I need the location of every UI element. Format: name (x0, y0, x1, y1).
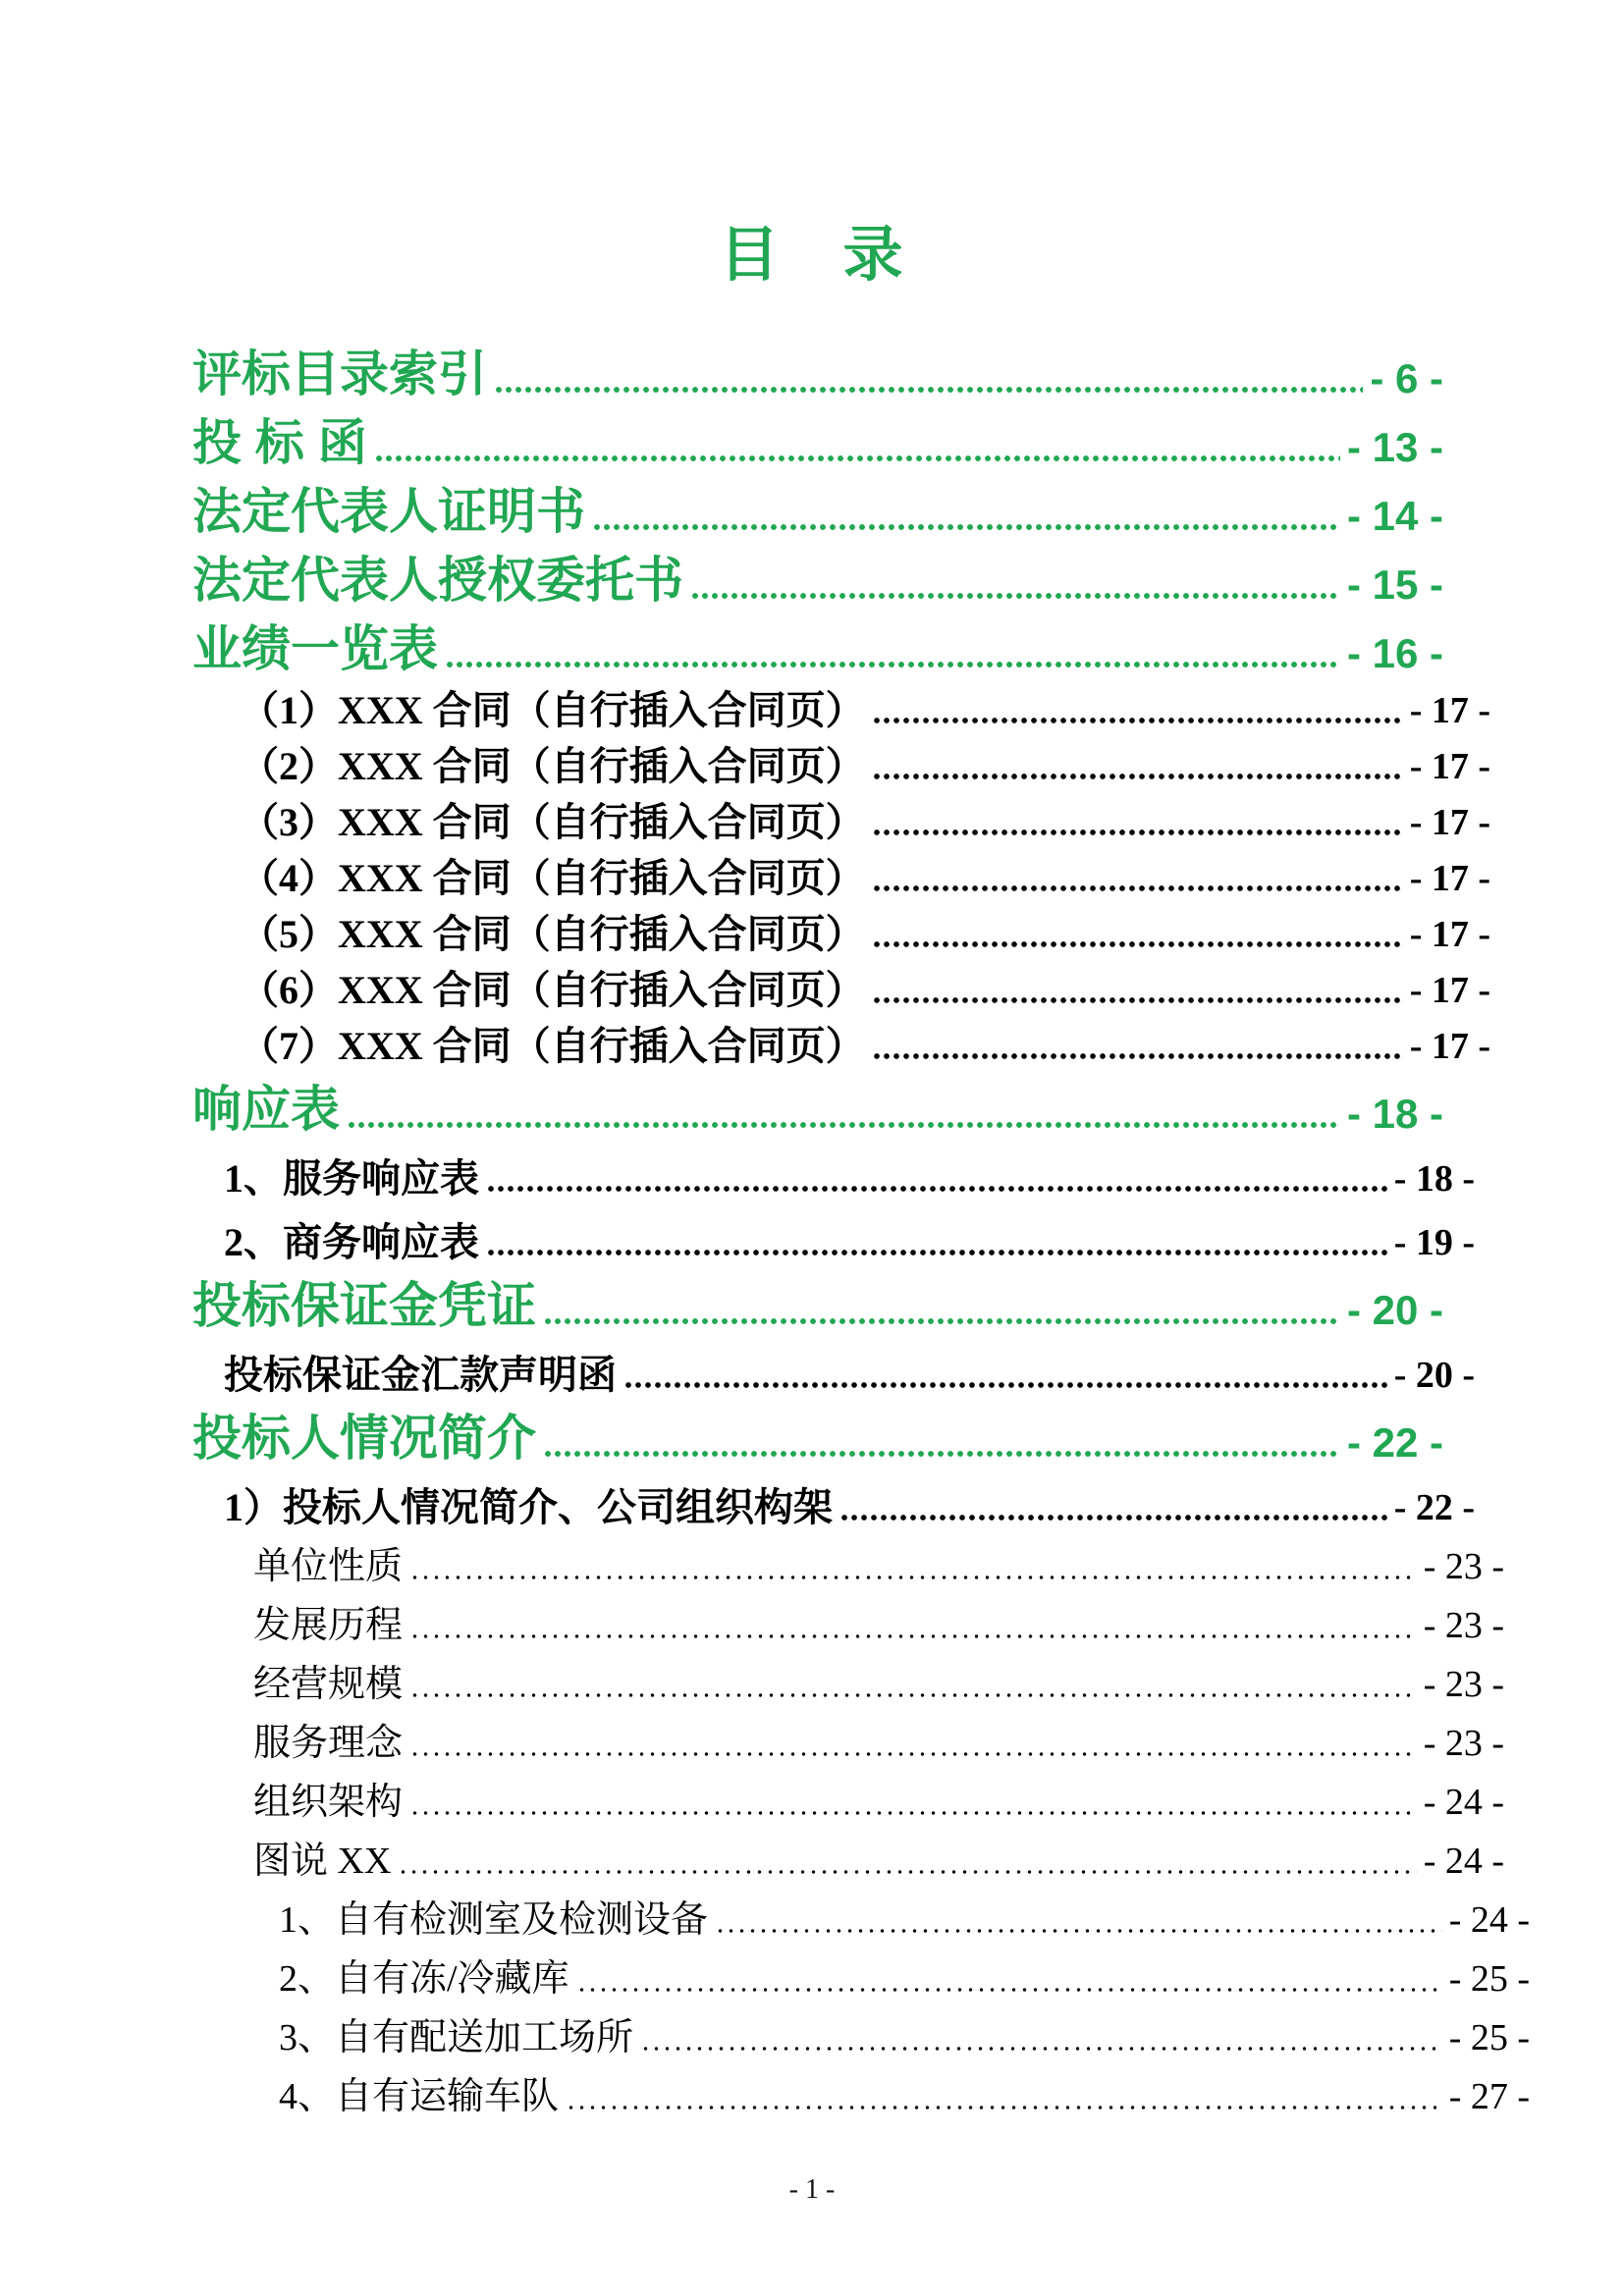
toc-entry-label: 1）投标人情况简介、公司组织构架 (224, 1484, 833, 1529)
toc-entry-label: （5）XXX 合同（自行插入合同页） (240, 911, 865, 956)
dot-leader (409, 1574, 1417, 1581)
toc-entry[interactable] (279, 1941, 1530, 2000)
dot-leader (623, 1380, 1387, 1390)
toc-entry-label: 服务理念 (253, 1722, 404, 1764)
toc-entry[interactable] (240, 843, 1490, 899)
dot-leader (409, 1691, 1417, 1699)
toc-entry[interactable] (192, 538, 1443, 607)
toc-entry[interactable] (253, 1587, 1504, 1646)
dot-leader (409, 1809, 1417, 1817)
toc-entry-label: 法定代表人授权委托书 (192, 553, 683, 608)
toc-entry-page: - 13 - (1346, 423, 1443, 470)
toc-entry[interactable] (240, 955, 1490, 1011)
dot-leader (872, 716, 1403, 725)
toc-entry-label: 1、自有检测室及检测设备 (279, 1898, 709, 1941)
toc-entry-label: 经营规模 (253, 1663, 404, 1705)
table-of-contents (192, 332, 1530, 2117)
toc-entry-label: （1）XXX 合同（自行插入合同页） (240, 687, 865, 732)
toc-entry-label: （6）XXX 合同（自行插入合同页） (240, 967, 865, 1012)
toc-entry[interactable] (253, 1705, 1504, 1764)
toc-entry-page: - 17 - (1409, 913, 1490, 955)
dot-leader (486, 1184, 1387, 1194)
toc-entry-label: （2）XXX 合同（自行插入合同页） (240, 743, 865, 788)
toc-entry-page: - 15 - (1346, 561, 1443, 608)
toc-entry-label: （4）XXX 合同（自行插入合同页） (240, 855, 865, 900)
toc-entry-label: 投标保证金凭证 (192, 1278, 536, 1333)
toc-entry[interactable] (253, 1764, 1504, 1823)
toc-entry-page: - 22 - (1393, 1486, 1475, 1528)
page-footer-number: - 1 - (788, 2174, 836, 2205)
toc-entry[interactable] (192, 400, 1443, 469)
toc-entry-label: 投 标 函 (192, 415, 367, 470)
toc-entry[interactable] (279, 2058, 1530, 2117)
toc-entry[interactable] (192, 332, 1443, 400)
dot-leader (640, 2045, 1442, 2053)
toc-entry-page: - 23 - (1423, 1663, 1504, 1705)
dot-leader (543, 1316, 1340, 1326)
toc-entry-label: 单位性质 (253, 1545, 404, 1587)
toc-entry-label: 图说 XX (253, 1840, 392, 1882)
toc-entry-label: 组织架构 (253, 1781, 404, 1823)
toc-entry[interactable] (253, 1646, 1504, 1705)
toc-entry-label: 投标保证金汇款声明函 (224, 1352, 617, 1397)
toc-entry-page: - 17 - (1409, 1025, 1490, 1067)
dot-leader (486, 1248, 1387, 1257)
dot-leader (872, 772, 1403, 781)
dot-leader (715, 1927, 1442, 1935)
toc-entry-label: 业绩一览表 (192, 621, 438, 676)
toc-entry-page: - 25 - (1448, 2016, 1530, 2058)
toc-entry[interactable] (253, 1528, 1504, 1587)
dot-leader (872, 1051, 1403, 1061)
dot-leader (398, 1868, 1416, 1876)
dot-leader (409, 1750, 1417, 1758)
toc-entry-page: - 17 - (1409, 689, 1490, 731)
dot-leader (576, 1986, 1442, 1994)
dot-leader (839, 1513, 1387, 1522)
toc-entry[interactable] (224, 1465, 1475, 1528)
dot-leader (592, 522, 1340, 532)
toc-entry[interactable] (240, 899, 1490, 955)
toc-entry-page: - 17 - (1409, 969, 1490, 1011)
dot-leader (494, 385, 1363, 395)
dot-leader (543, 1449, 1340, 1459)
toc-entry[interactable] (192, 1067, 1443, 1136)
toc-entry-label: 2、自有冻/冷藏库 (279, 1957, 569, 2000)
toc-entry[interactable] (240, 731, 1490, 787)
toc-entry[interactable] (192, 1263, 1443, 1332)
toc-entry-page: - 23 - (1423, 1604, 1504, 1646)
toc-entry[interactable] (224, 1200, 1475, 1263)
dot-leader (872, 995, 1403, 1005)
dot-leader (445, 660, 1340, 669)
toc-entry[interactable] (279, 2000, 1530, 2058)
toc-entry-page: - 16 - (1346, 629, 1443, 676)
toc-entry-label: 4、自有运输车队 (279, 2075, 560, 2117)
toc-entry[interactable] (240, 787, 1490, 843)
document-title: 目 录 (719, 221, 905, 288)
toc-entry[interactable] (279, 1882, 1530, 1941)
toc-entry-page: - 17 - (1409, 857, 1490, 899)
toc-entry-label: 评标目录索引 (192, 347, 487, 401)
toc-entry-label: （7）XXX 合同（自行插入合同页） (240, 1023, 865, 1068)
toc-entry-label: （3）XXX 合同（自行插入合同页） (240, 799, 865, 844)
toc-entry-label: 投标人情况简介 (192, 1411, 536, 1466)
toc-entry-label: 响应表 (192, 1082, 340, 1137)
dot-leader (872, 883, 1403, 893)
toc-entry-page: - 24 - (1448, 1898, 1530, 1941)
dot-leader (347, 1120, 1340, 1130)
dot-leader (872, 828, 1403, 837)
toc-entry[interactable] (240, 1011, 1490, 1067)
toc-entry-page: - 24 - (1423, 1781, 1504, 1823)
toc-entry-label: 3、自有配送加工场所 (279, 2016, 634, 2058)
dot-leader (690, 591, 1340, 601)
toc-entry-page: - 17 - (1409, 801, 1490, 843)
toc-entry-label: 法定代表人证明书 (192, 484, 585, 539)
toc-entry-page: - 25 - (1448, 1957, 1530, 2000)
dot-leader (409, 1632, 1417, 1640)
toc-entry-page: - 23 - (1423, 1722, 1504, 1764)
toc-entry[interactable] (192, 1396, 1443, 1465)
toc-entry-page: - 24 - (1423, 1840, 1504, 1882)
toc-entry-page: - 17 - (1409, 745, 1490, 787)
dot-leader (374, 454, 1340, 463)
toc-entry[interactable] (240, 675, 1490, 731)
toc-entry-page: - 20 - (1346, 1286, 1443, 1333)
toc-entry-label: 2、商务响应表 (224, 1219, 479, 1264)
toc-entry-label: 发展历程 (253, 1604, 404, 1646)
toc-entry-page: - 6 - (1370, 354, 1443, 401)
toc-entry[interactable] (253, 1823, 1504, 1882)
toc-entry-page: - 22 - (1346, 1418, 1443, 1466)
toc-entry-label: 1、服务响应表 (224, 1155, 479, 1201)
dot-leader (872, 939, 1403, 949)
dot-leader (566, 2104, 1442, 2111)
toc-entry-page: - 14 - (1346, 492, 1443, 539)
toc-entry[interactable] (192, 607, 1443, 675)
toc-entry-page: - 20 - (1393, 1354, 1475, 1396)
toc-entry-page: - 19 - (1393, 1221, 1475, 1263)
toc-entry[interactable] (224, 1136, 1475, 1200)
toc-entry-page: - 23 - (1423, 1545, 1504, 1587)
toc-entry-page: - 18 - (1346, 1090, 1443, 1137)
toc-entry-page: - 18 - (1393, 1157, 1475, 1200)
toc-entry-page: - 27 - (1448, 2075, 1530, 2117)
toc-entry[interactable] (224, 1332, 1475, 1396)
toc-entry[interactable] (192, 469, 1443, 538)
